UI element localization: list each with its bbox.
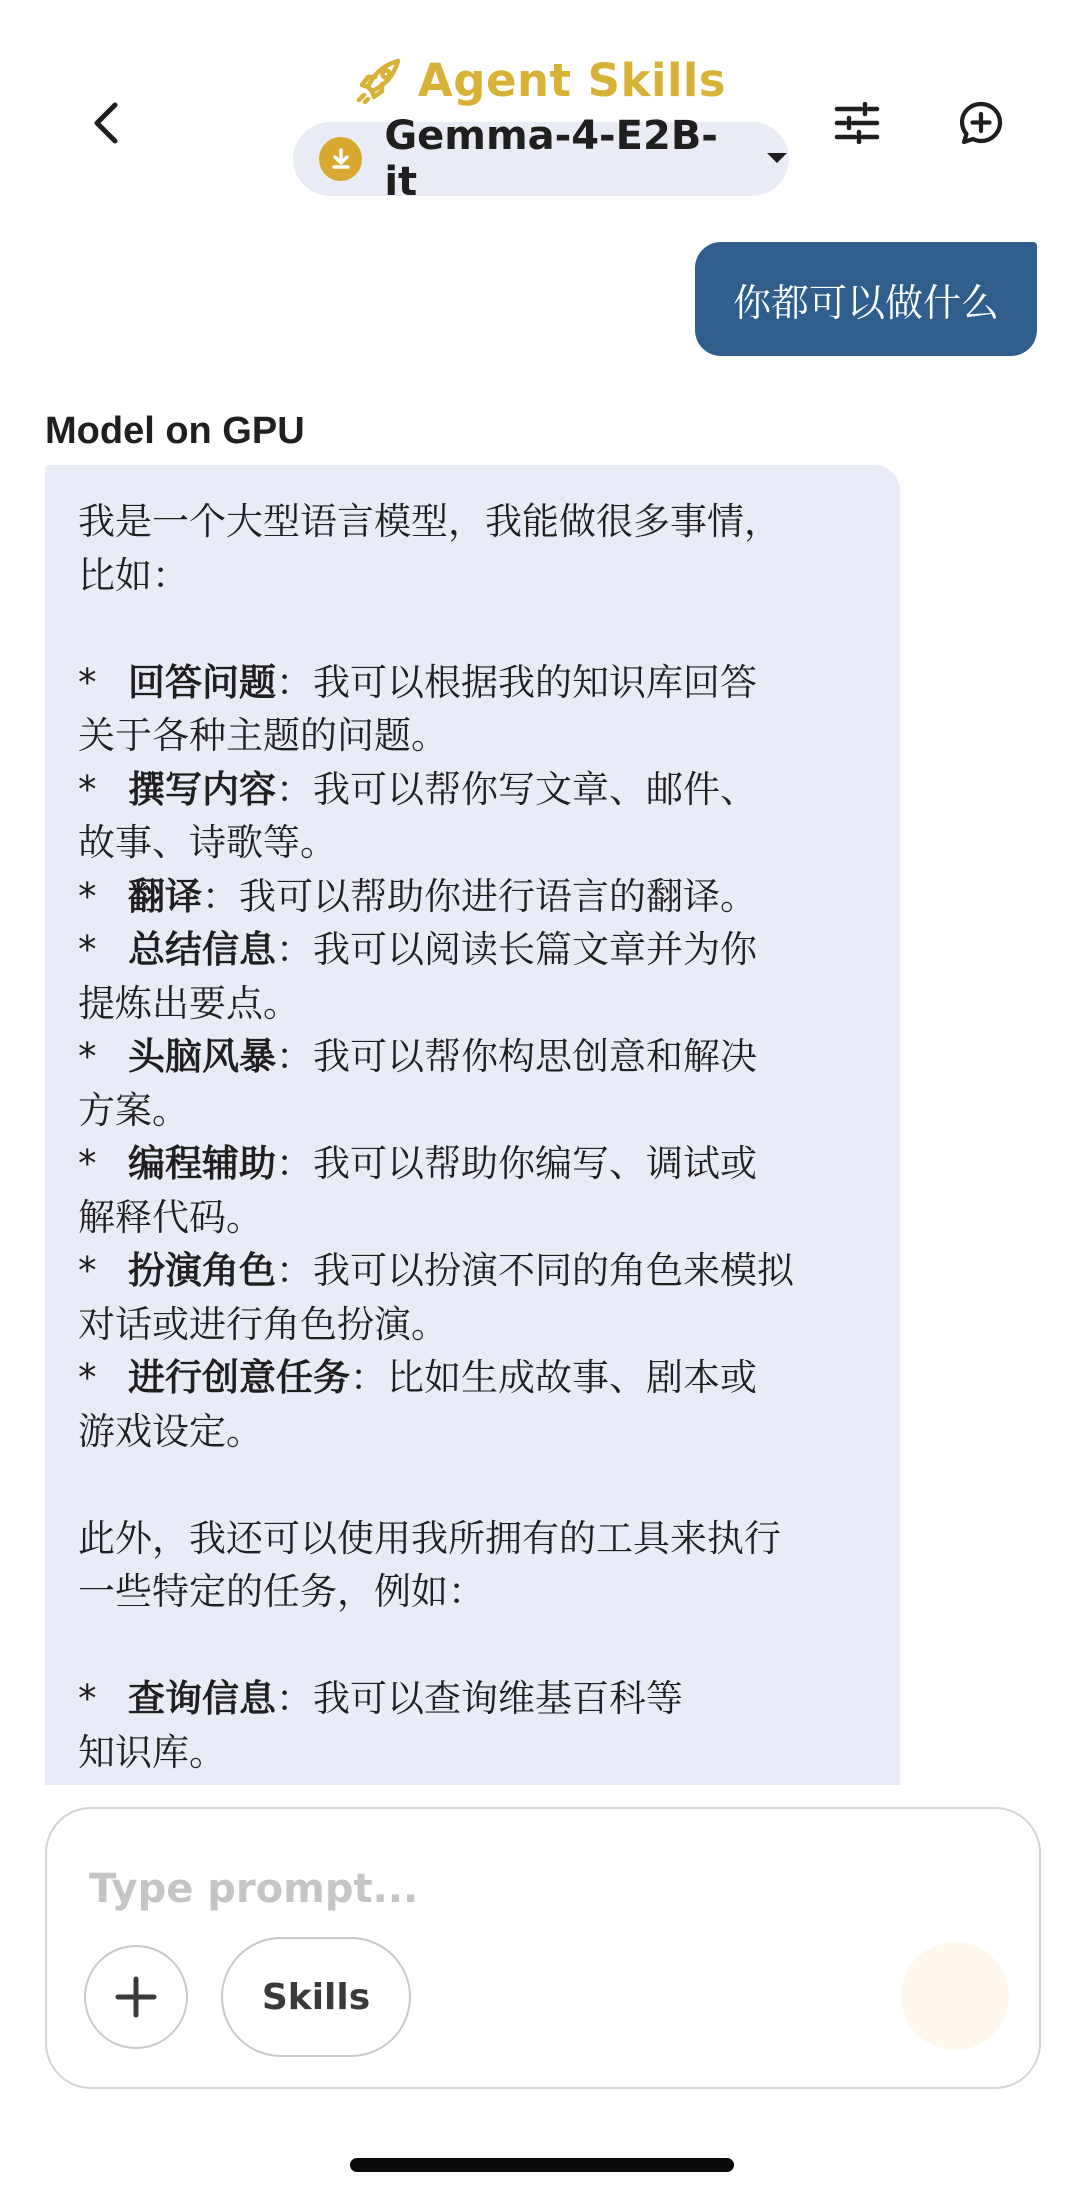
bullet-text: ：我可以阅读长篇文章并为你 [276,928,757,971]
bullet-marker: * [78,928,97,971]
add-attachment-button[interactable] [84,1945,188,2049]
app-title-text: Agent Skills [417,53,727,107]
response-line: 故事、诗歌等。 [78,821,337,864]
blank-line [78,1458,870,1512]
bullet-text: ：我可以查询维基百科等 [276,1677,683,1720]
response-line: 一些特定的任务，例如： [78,1570,485,1613]
plus-icon [112,1973,160,2021]
response-line: 知识库。 [78,1730,226,1774]
response-line: 解释代码。 [78,1195,263,1239]
bullet-text: ：比如生成故事、剧本或 [350,1356,757,1399]
response-line: 对话或进行角色扮演。 [78,1302,448,1346]
response-line: 我是一个大型语言模型，我能做很多事情， [78,500,781,543]
bullet-title: 扮演角色 [128,1249,276,1292]
blank-line [78,1619,870,1673]
bullet-marker: * [78,1035,97,1078]
bullet-title: 编程辅助 [128,1142,276,1185]
response-line: 此外，我还可以使用我所拥有的工具来执行 [78,1516,781,1560]
bullet-marker: * [78,1249,97,1292]
bullet-item [78,923,870,977]
bullet-item [78,763,870,817]
response-line: 游戏设定。 [78,1409,263,1453]
bullet-text: ：我可以帮助你进行语言的翻译。 [202,874,757,918]
model-selector[interactable] [293,113,789,205]
user-message-text: 你都可以做什么 [732,280,999,325]
bullet-item [78,1244,870,1298]
add-comment-icon [958,100,1004,146]
bullet-item [78,656,870,710]
model-message-bubble [45,465,900,1785]
bullet-title: 头脑风暴 [128,1035,276,1078]
response-line: 提炼出要点。 [78,981,300,1025]
skills-button-label: Skills [261,1976,371,2018]
caret-down-icon [765,150,789,169]
bullet-item [78,1672,870,1726]
bullet-text: ：我可以根据我的知识库回答 [276,660,757,704]
bullet-item [78,870,870,924]
bullet-marker: * [78,660,97,704]
blank-line [78,602,870,656]
response-line: 比如： [78,553,189,597]
bullet-marker: * [78,1677,97,1720]
bullet-text: ：我可以扮演不同的角色来模拟 [276,1249,794,1292]
tune-button[interactable] [822,88,892,158]
home-indicator[interactable] [350,2158,734,2172]
send-button[interactable] [901,1942,1009,2050]
app-title [0,50,1080,110]
bullet-item [78,1351,870,1405]
bullet-marker: * [78,874,97,918]
bullet-marker: * [78,1356,97,1399]
bullet-marker: * [78,767,97,811]
skills-button[interactable] [221,1937,411,2057]
bullet-title: 查询信息 [128,1677,276,1720]
bullet-title: 翻译 [128,874,202,918]
bullet-text: ：我可以帮你构思创意和解决 [276,1035,757,1078]
new-chat-button[interactable] [946,88,1016,158]
model-selector-label: Gemma-4-E2B-it [384,113,718,205]
bullet-item [78,1030,870,1084]
rocket-icon [354,55,404,105]
bullet-title: 撰写内容 [128,767,276,811]
bullet-title: 回答问题 [128,660,276,704]
prompt-composer [45,1807,1041,2089]
response-line: 关于各种主题的问题。 [78,714,448,757]
bullet-title: 进行创意任务 [128,1356,350,1399]
prompt-input[interactable] [89,1859,969,1919]
bullet-item [78,1137,870,1191]
response-line: 方案。 [78,1088,189,1132]
user-message-bubble [695,242,1037,356]
bullet-marker: * [78,1142,97,1185]
bullet-text: ：我可以帮助你编写、调试或 [276,1142,757,1185]
bullet-title: 总结信息 [128,928,276,971]
model-label: Model on GPU [45,410,305,452]
download-icon [319,137,362,181]
tune-sliders-icon [834,102,880,144]
bullet-text: ：我可以帮你写文章、邮件、 [276,767,757,811]
